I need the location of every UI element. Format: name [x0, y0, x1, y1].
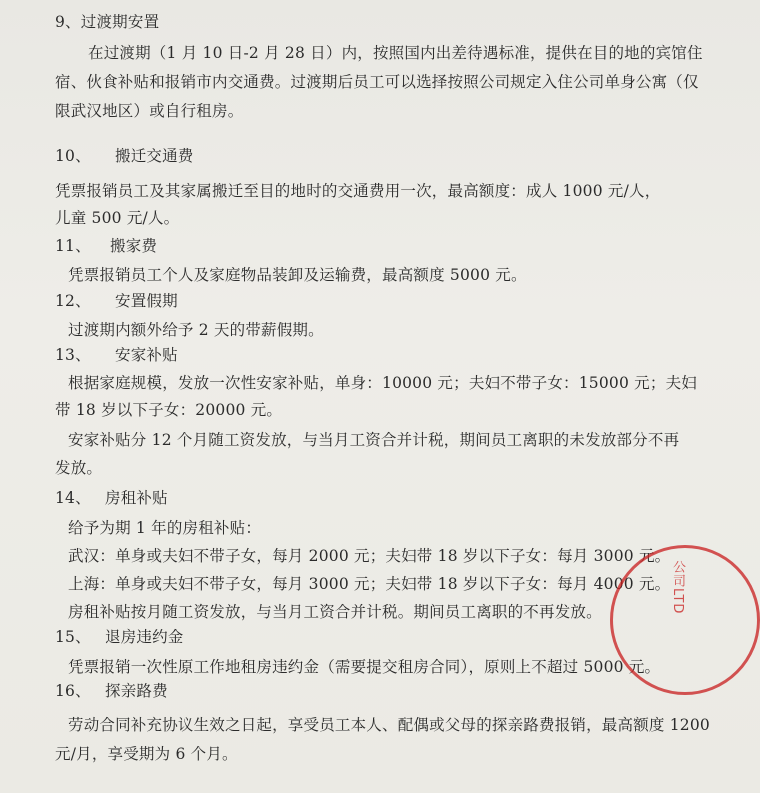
company-seal-text: 公司LTD: [670, 560, 685, 615]
section-title: 过渡期安置: [80, 13, 160, 31]
section-heading: [55, 627, 184, 647]
section-number: 9、: [55, 13, 81, 31]
section-number: 15、: [55, 628, 91, 646]
paragraph-line: 凭票报销员工个人及家庭物品装卸及运输费，最高额度 5000 元。: [68, 266, 527, 284]
section-number: 11、: [55, 237, 91, 255]
paragraph-line: 儿童 500 元/人。: [55, 209, 180, 227]
paragraph-line: 过渡期内额外给予 2 天的带薪假期。: [68, 321, 324, 339]
section-title: 搬迁交通费: [115, 147, 194, 165]
section-heading: [55, 345, 178, 365]
section-title: 安置假期: [115, 292, 178, 310]
section-title: 退房违约金: [105, 628, 184, 646]
section-number: 16、: [55, 682, 91, 700]
paragraph-line: 安家补贴分 12 个月随工资发放，与当月工资合并计税，期间员工离职的未发放部分不再: [68, 431, 680, 449]
paragraph-line: 带 18 岁以下子女：20000 元。: [55, 401, 283, 419]
paragraph-line: 上海：单身或夫妇不带子女，每月 3000 元；夫妇带 18 岁以下子女：每月 4000 元。: [68, 575, 671, 593]
paragraph-line: 元/月，享受期为 6 个月。: [55, 745, 238, 763]
section-number: 12、: [55, 292, 91, 310]
section-title: 搬家费: [110, 237, 158, 255]
section-title: 安家补贴: [115, 346, 178, 364]
section-title: 探亲路费: [105, 682, 168, 700]
paragraph-line: 凭票报销员工及其家属搬迁至目的地时的交通费用一次，最高额度：成人 1000 元/人，: [55, 182, 661, 200]
section-heading: [55, 488, 168, 508]
paragraph-line: 凭票报销一次性原工作地租房违约金（需要提交租房合同），原则上不超过 5000 元。: [68, 658, 661, 676]
paragraph-line: 在过渡期（1 月 10 日-2 月 28 日）内，按照国内出差待遇标准，提供在目的地的宾馆住: [88, 44, 703, 62]
section-title: 房租补贴: [105, 489, 168, 507]
paragraph-line: 房租补贴按月随工资发放，与当月工资合并计税。期间员工离职的不再发放。: [68, 603, 602, 621]
paragraph-line: 宿、伙食补贴和报销市内交通费。过渡期后员工可以选择按照公司规定入住公司单身公寓（仅: [55, 73, 699, 91]
paragraph-line: 给予为期 1 年的房租补贴：: [68, 519, 262, 537]
paragraph-line: 根据家庭规模，发放一次性安家补贴，单身：10000 元；夫妇不带子女：15000 元；夫妇: [68, 374, 697, 392]
paragraph-line: 限武汉地区）或自行租房。: [55, 102, 244, 120]
paragraph-line: 发放。: [55, 459, 103, 477]
paragraph-line: 劳动合同补充协议生效之日起，享受员工本人、配偶或父母的探亲路费报销，最高额度 1200: [68, 716, 710, 734]
section-number: 13、: [55, 346, 91, 364]
section-heading: [55, 681, 168, 701]
section-heading: [55, 146, 194, 166]
paragraph-line: 武汉：单身或夫妇不带子女，每月 2000 元；夫妇带 18 岁以下子女：每月 3000 元。: [68, 547, 671, 565]
section-number: 14、: [55, 489, 91, 507]
section-number: 10、: [55, 147, 91, 165]
section-heading: [55, 12, 159, 32]
section-heading: [55, 291, 178, 311]
section-heading: [55, 236, 157, 256]
